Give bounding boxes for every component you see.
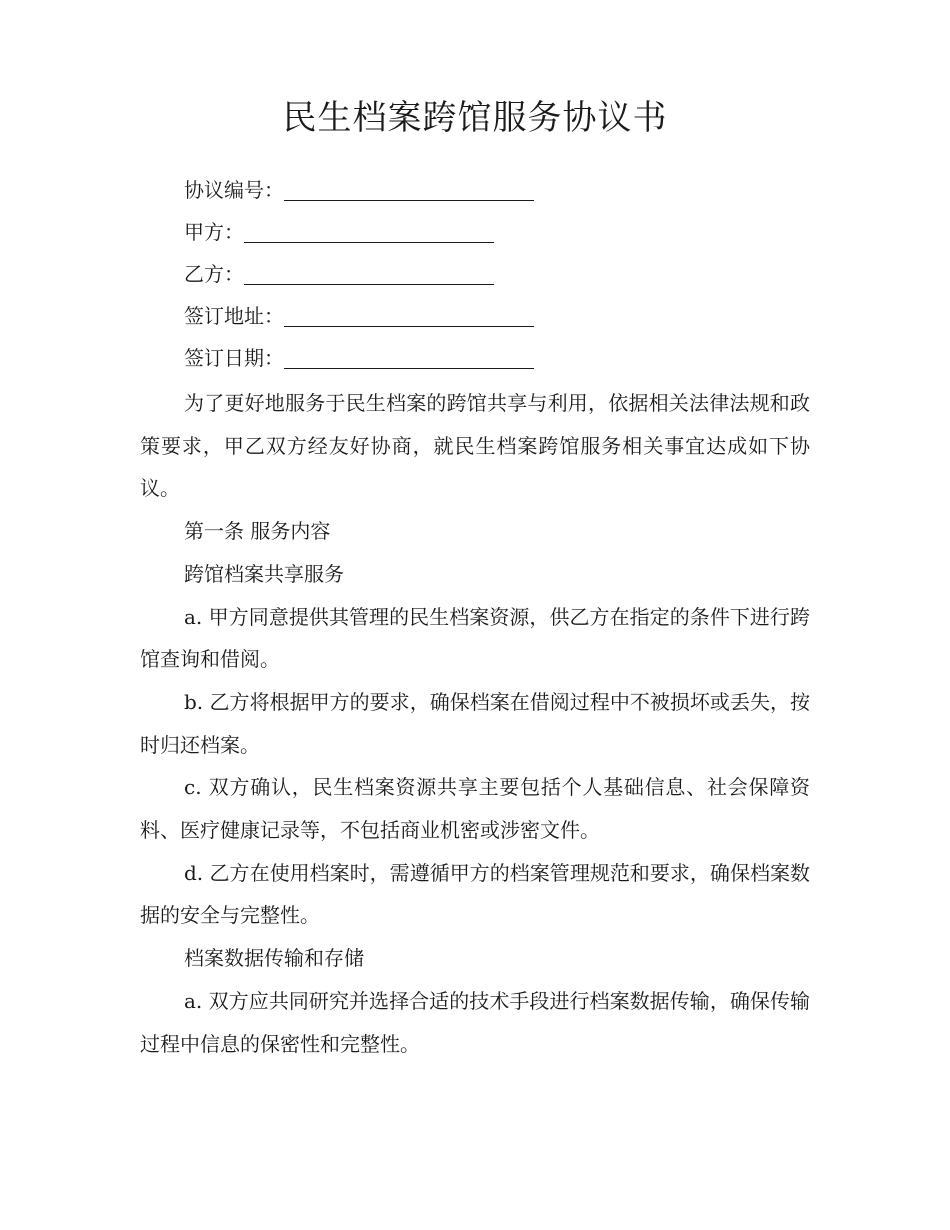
clause-paragraph: c. 双方确认，民生档案资源共享主要包括个人基础信息、社会保障资料、医疗健康记录等，不包括商业机密或涉密文件。 — [140, 775, 810, 843]
field-label: 协议编号： — [184, 178, 284, 202]
intro-paragraph: 为了更好地服务于民生档案的跨馆共享与利用，依据相关法律法规和政策要求，甲乙双方经友好协商，就民生档案跨馆服务相关事宜达成如下协议。 — [140, 391, 810, 501]
field-signing-address — [184, 302, 534, 330]
clause-paragraph: b. 乙方将根据甲方的要求，确保档案在借阅过程中不被损坏或丢失，按时归还档案。 — [140, 689, 810, 757]
field-signing-date — [184, 344, 534, 372]
fill-in-blank — [284, 348, 534, 369]
fill-in-blank — [284, 306, 534, 327]
clause-paragraph: a. 甲方同意提供其管理的民生档案资源，供乙方在指定的条件下进行跨馆查询和借阅。 — [140, 604, 810, 672]
clause-paragraph: a. 双方应共同研究并选择合适的技术手段进行档案数据传输，确保传输过程中信息的保密性和完整性。 — [140, 988, 810, 1056]
fill-in-blank — [244, 222, 494, 243]
field-agreement-number — [184, 176, 534, 204]
document-title: 民生档案跨馆服务协议书 — [282, 98, 668, 138]
fill-in-blank — [244, 264, 494, 285]
field-party-a — [184, 218, 494, 246]
field-label: 签订日期： — [184, 346, 284, 370]
clause-paragraph: d. 乙方在使用档案时，需遵循甲方的档案管理规范和要求，确保档案数据的安全与完整性。 — [140, 860, 810, 928]
field-party-b — [184, 260, 494, 288]
document-body — [140, 382, 810, 1065]
field-label: 甲方： — [184, 220, 244, 244]
article-heading: 第一条 服务内容 — [184, 519, 331, 544]
field-label: 签订地址： — [184, 304, 284, 328]
section-heading: 档案数据传输和存储 — [184, 946, 364, 971]
field-label: 乙方： — [184, 262, 244, 286]
section-heading: 跨馆档案共享服务 — [184, 561, 344, 586]
fill-in-blank — [284, 180, 534, 201]
